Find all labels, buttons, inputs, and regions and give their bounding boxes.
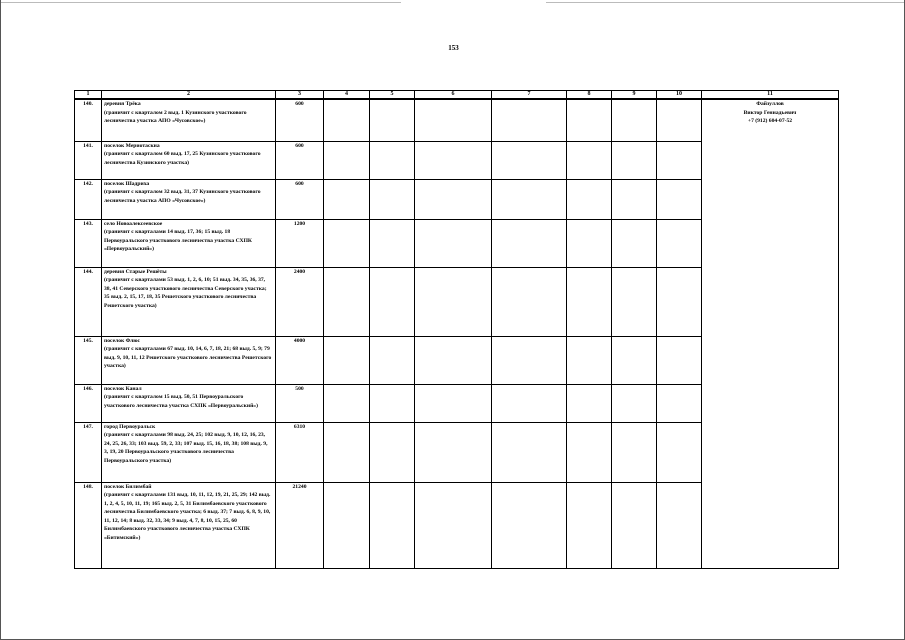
- empty-cell: [492, 482, 567, 568]
- empty-cell: [567, 219, 612, 267]
- area-value: 600: [276, 99, 324, 141]
- row-number: 144.: [75, 267, 102, 336]
- col-header-1: 1: [75, 91, 102, 100]
- empty-cell: [415, 141, 492, 179]
- empty-cell: [492, 336, 567, 384]
- settlement-description: поселок Билимбай (граничит с кварталами 131 выд. 10, 11, 12, 19, 21, 25, 29; 142 выд. 1, 2, 4, 5, 10, 11, 19; 165 выд. 2, 5, 31 Билимбаевского участкового лесничества Билимбаевского участка; 6 выд. 37; 7 выд. 6, 8, 9, 10, 11, 12, 14; 8 выд. 32, 33, 34; 9 выд. 4, 7, 8, 10, 15, 25, 60 Билимбаевского участкового лесничества участка СХПК «Битимский»): [102, 482, 276, 568]
- empty-cell: [567, 384, 612, 422]
- settlement-description: поселок Флюс (граничит с кварталами 67 выд. 10, 14, 6, 7, 18, 21; 68 выд. 5, 9; 79 выд. 9, 10, 11, 12 Решетского участкового лесничества Решетского участка): [102, 336, 276, 384]
- empty-cell: [657, 179, 702, 219]
- col-header-3: 3: [276, 91, 324, 100]
- empty-cell: [370, 384, 415, 422]
- empty-cell: [415, 219, 492, 267]
- table-row: [75, 141, 839, 179]
- row-number: 147.: [75, 422, 102, 482]
- area-value: 600: [276, 141, 324, 179]
- empty-cell: [492, 267, 567, 336]
- contact-cell-continued: [702, 267, 839, 336]
- register-table: [74, 90, 839, 569]
- empty-cell: [612, 482, 657, 568]
- settlement-description: поселок Мериотаскна (граничит с кварталом 60 выд. 17, 25 Кузинского участкового лесничества Кузинского участка): [102, 141, 276, 179]
- empty-cell: [612, 99, 657, 141]
- area-value: 6310: [276, 422, 324, 482]
- col-header-8: 8: [567, 91, 612, 100]
- empty-cell: [657, 267, 702, 336]
- empty-cell: [657, 384, 702, 422]
- contact-cell-continued: [702, 482, 839, 568]
- contact-person: Файзуллов Виктор Геннадьевич +7 (912) 604-07-52: [702, 99, 839, 141]
- contact-cell-continued: [702, 336, 839, 384]
- header-row: [75, 91, 839, 100]
- area-value: 4000: [276, 336, 324, 384]
- empty-cell: [657, 336, 702, 384]
- empty-cell: [657, 99, 702, 141]
- row-number: 141.: [75, 141, 102, 179]
- empty-cell: [324, 422, 370, 482]
- area-value: 21240: [276, 482, 324, 568]
- col-header-6: 6: [415, 91, 492, 100]
- col-header-4: 4: [324, 91, 370, 100]
- empty-cell: [612, 384, 657, 422]
- empty-cell: [492, 141, 567, 179]
- top-rule-left: [1, 2, 401, 3]
- col-header-9: 9: [612, 91, 657, 100]
- area-value: 2400: [276, 267, 324, 336]
- table-row: [75, 267, 839, 336]
- empty-cell: [324, 267, 370, 336]
- settlement-description: поселок Канал (граничит с кварталом 15 выд. 50, 51 Первоуральского участкового лесничества участка СХПК «Первоуральский»): [102, 384, 276, 422]
- empty-cell: [370, 267, 415, 336]
- contact-cell-continued: [702, 422, 839, 482]
- settlement-description: деревня Старые Решёты (граничит с кварталами 53 выд. 1, 2, 6, 10; 51 выд. 34, 35, 36, 37, 38, 41 Северского участкового лесничества Северского участка; 35 выд. 2, 15, 17, 18, 35 Решетского участкового лесничества Решетского участка): [102, 267, 276, 336]
- empty-cell: [567, 141, 612, 179]
- empty-cell: [415, 384, 492, 422]
- col-header-2: 2: [102, 91, 276, 100]
- contact-cell-continued: [702, 384, 839, 422]
- page-number: 153: [448, 44, 459, 52]
- empty-cell: [567, 422, 612, 482]
- table-row: [75, 336, 839, 384]
- row-number: 142.: [75, 179, 102, 219]
- empty-cell: [492, 422, 567, 482]
- row-number: 148.: [75, 482, 102, 568]
- table-row: [75, 384, 839, 422]
- settlement-description: город Первоуральск (граничит с кварталами 98 выд. 24, 25; 102 выд. 9, 10, 12, 16, 23, 24, 25, 26, 33; 103 выд. 59, 2, 33; 107 выд. 15, 16, 18, 38; 108 выд. 9, 3, 19, 20 Первоуральского участкового лесничества Первоуральского участка): [102, 422, 276, 482]
- empty-cell: [657, 482, 702, 568]
- empty-cell: [370, 141, 415, 179]
- area-value: 1200: [276, 219, 324, 267]
- empty-cell: [324, 482, 370, 568]
- empty-cell: [370, 179, 415, 219]
- area-value: 600: [276, 179, 324, 219]
- settlement-description: деревня Трёка (граничит с кварталом 2 выд. 1 Кузинского участкового лесничества участка АПО «Чусовское»): [102, 99, 276, 141]
- table-row: [75, 482, 839, 568]
- settlement-description: поселок Шадриха (граничит с кварталом 32 выд. 31, 37 Кузинского участкового лесничества участка АПО «Чусовское»): [102, 179, 276, 219]
- empty-cell: [324, 99, 370, 141]
- empty-cell: [415, 267, 492, 336]
- row-number: 145.: [75, 336, 102, 384]
- empty-cell: [612, 267, 657, 336]
- empty-cell: [324, 336, 370, 384]
- empty-cell: [370, 422, 415, 482]
- empty-cell: [567, 482, 612, 568]
- row-number: 146.: [75, 384, 102, 422]
- row-number: 140.: [75, 99, 102, 141]
- contact-cell-continued: [702, 219, 839, 267]
- row-number: 143.: [75, 219, 102, 267]
- empty-cell: [370, 482, 415, 568]
- empty-cell: [415, 422, 492, 482]
- empty-cell: [415, 482, 492, 568]
- empty-cell: [612, 336, 657, 384]
- empty-cell: [370, 219, 415, 267]
- empty-cell: [415, 336, 492, 384]
- settlement-description: село Новоалексеевское (граничит с кварталами 14 выд. 17, 36; 15 выд. 18 Первоуральского участкового лесничества участка СХПК «Первоуральский»): [102, 219, 276, 267]
- empty-cell: [612, 141, 657, 179]
- empty-cell: [567, 179, 612, 219]
- empty-cell: [567, 267, 612, 336]
- empty-cell: [612, 219, 657, 267]
- empty-cell: [492, 179, 567, 219]
- empty-cell: [324, 141, 370, 179]
- table-row: [75, 422, 839, 482]
- col-header-5: 5: [370, 91, 415, 100]
- empty-cell: [612, 422, 657, 482]
- empty-cell: [492, 384, 567, 422]
- col-header-10: 10: [657, 91, 702, 100]
- empty-cell: [492, 219, 567, 267]
- empty-cell: [324, 219, 370, 267]
- table-row: [75, 99, 839, 141]
- empty-cell: [612, 179, 657, 219]
- contact-cell-continued: [702, 179, 839, 219]
- empty-cell: [370, 336, 415, 384]
- empty-cell: [567, 336, 612, 384]
- empty-cell: [492, 99, 567, 141]
- empty-cell: [567, 99, 612, 141]
- empty-cell: [324, 179, 370, 219]
- empty-cell: [324, 384, 370, 422]
- col-header-11: 11: [702, 91, 839, 100]
- empty-cell: [370, 99, 415, 141]
- area-value: 500: [276, 384, 324, 422]
- empty-cell: [415, 179, 492, 219]
- empty-cell: [657, 141, 702, 179]
- contact-cell-continued: [702, 141, 839, 179]
- top-rule-right: [546, 2, 904, 3]
- table-row: [75, 219, 839, 267]
- col-header-7: 7: [492, 91, 567, 100]
- empty-cell: [657, 422, 702, 482]
- table-row: [75, 179, 839, 219]
- empty-cell: [415, 99, 492, 141]
- empty-cell: [657, 219, 702, 267]
